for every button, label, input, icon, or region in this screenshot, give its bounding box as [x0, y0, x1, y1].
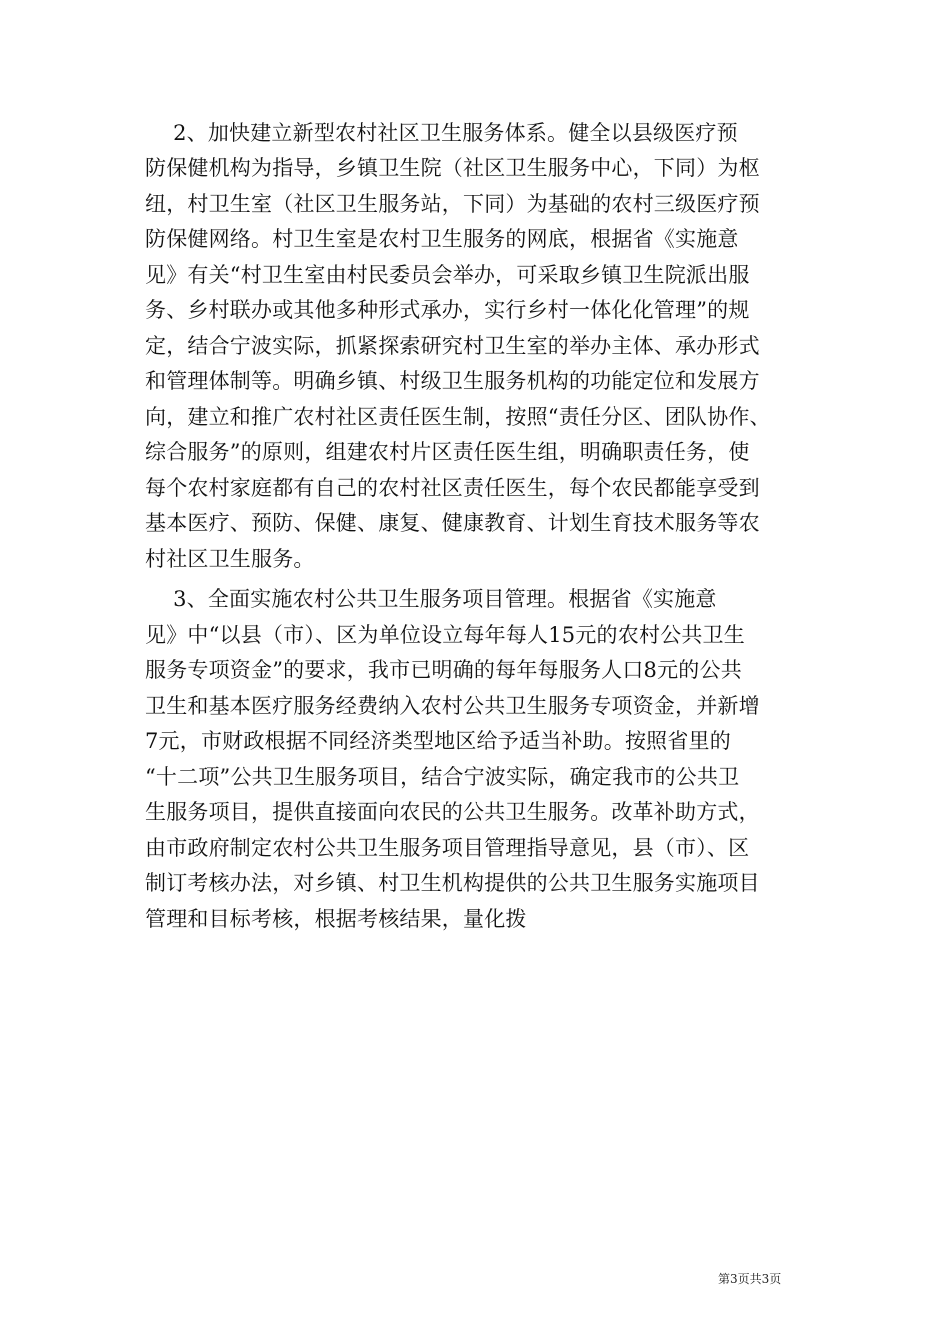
- text-line: 卫生和基本医疗服务经费纳入农村公共卫生服务专项资金，并新增: [145, 694, 760, 718]
- text-line: 村社区卫生服务。: [145, 547, 315, 571]
- text-line: 见》有关“村卫生室由村民委员会举办，可采取乡镇卫生院派出服: [145, 263, 750, 287]
- text-line: 每个农村家庭都有自己的农村社区责任医生，每个农民都能享受到: [145, 476, 760, 500]
- text-line: 纽，村卫生室（社区卫生服务站，下同）为基础的农村三级医疗预: [145, 192, 760, 216]
- page-number: 第3页共3页: [718, 1272, 782, 1286]
- text-line: 防保健机构为指导，乡镇卫生院（社区卫生服务中心，下同）为枢: [145, 156, 760, 180]
- text-line: 定，结合宁波实际，抓紧探索研究村卫生室的举办主体、承办形式: [145, 334, 760, 358]
- text-line: 务、乡村联办或其他多种形式承办，实行乡村一体化化管理”的规: [145, 298, 750, 322]
- text-line: 见》中“以县（市）、区为单位设立每年每人15元的农村公共卫生: [145, 623, 745, 647]
- text-line: 3、全面实施农村公共卫生服务项目管理。根据省《实施意: [145, 587, 717, 611]
- text-line: 2、加快建立新型农村社区卫生服务体系。健全以县级医疗预: [145, 121, 738, 145]
- text-line: 生服务项目，提供直接面向农民的公共卫生服务。改革补助方式，: [145, 800, 760, 824]
- text-line: 向，建立和推广农村社区责任医生制，按照“责任分区、团队协作、: [145, 405, 771, 429]
- text-line: 服务专项资金”的要求，我市已明确的每年每服务人口8元的公共: [145, 658, 742, 682]
- text-line: 和管理体制等。明确乡镇、村级卫生服务机构的功能定位和发展方: [145, 369, 760, 393]
- text-line: 基本医疗、预防、保健、康复、健康教育、计划生育技术服务等农: [145, 511, 760, 535]
- text-line: “十二项”公共卫生服务项目，结合宁波实际，确定我市的公共卫: [145, 765, 740, 789]
- text-line: 管理和目标考核，根据考核结果，量化拨: [145, 907, 527, 931]
- text-line: 防保健网络。村卫生室是农村卫生服务的网底，根据省《实施意: [145, 227, 739, 251]
- text-line: 综合服务”的原则，组建农村片区责任医生组，明确职责任务，使: [145, 440, 750, 464]
- text-line: 7元，市财政根据不同经济类型地区给予适当补助。按照省里的: [145, 729, 731, 753]
- text-line: 制订考核办法，对乡镇、村卫生机构提供的公共卫生服务实施项目: [145, 871, 760, 895]
- text-line: 由市政府制定农村公共卫生服务项目管理指导意见，县（市）、区: [145, 836, 750, 860]
